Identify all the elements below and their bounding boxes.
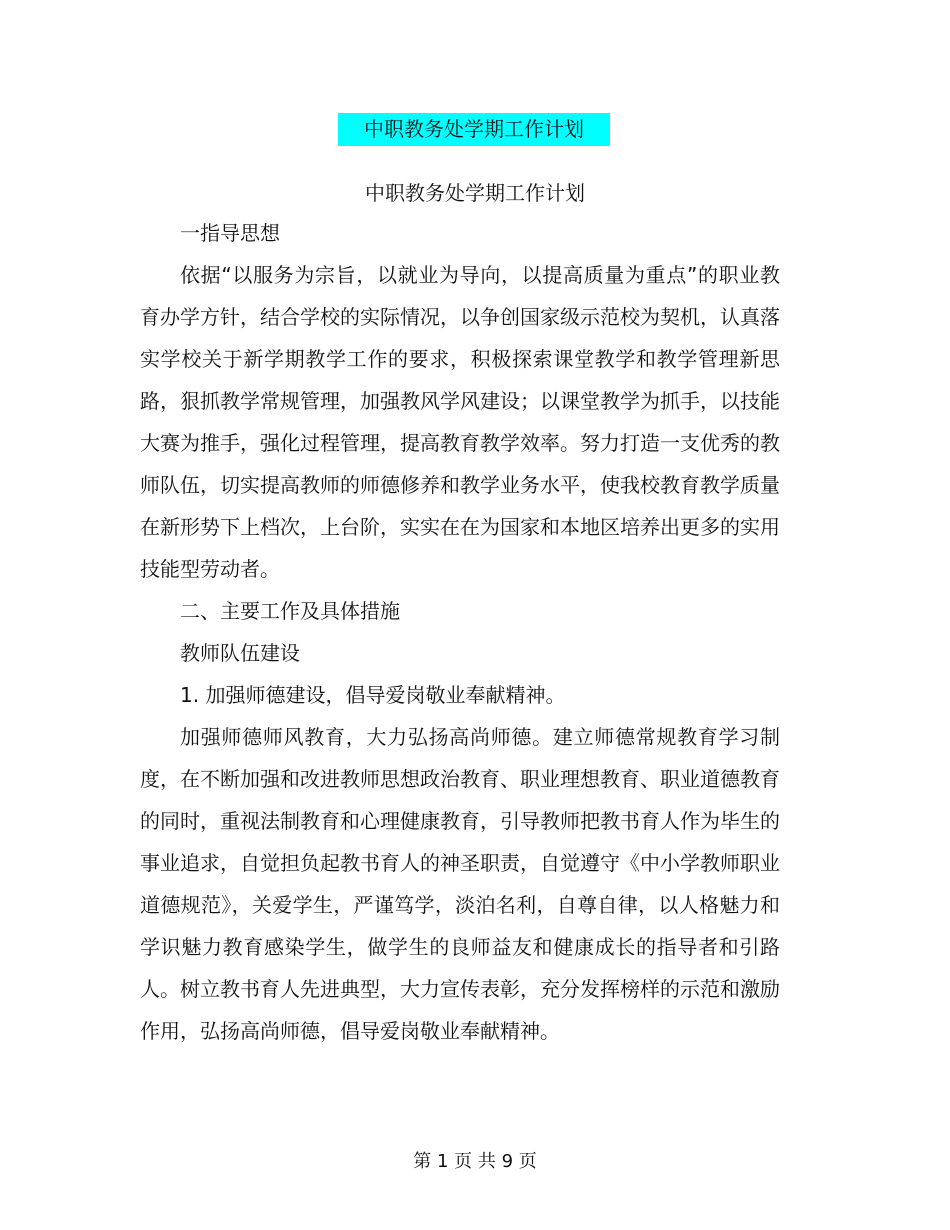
item-heading-ethics: 1. 加强师德建设，倡导爱岗敬业奉献精神。: [180, 683, 566, 707]
section-heading-guiding-ideology: 一指导思想: [180, 221, 280, 245]
subheading-teacher-team: 教师队伍建设: [180, 641, 300, 665]
paragraph-guiding-ideology: 依据“以服务为宗旨，以就业为导向，以提高质量为重点”的职业教育办学方针，结合学校的实际情况，以争创国家级示范校为契机，认真落实学校关于新学期教学工作的要求，积极探索课堂教学和教学管理新思路，狠抓教学常规管理，加强教风学风建设；以课堂教学为抓手，以技能大赛为推手，强化过程管理，提高教育教学效率。努力打造一支优秀的教师队伍，切实提高教师的师德修养和教学业务水平，使我校教育教学质量在新形势下上档次，上台阶，实实在在为国家和本地区培养出更多的实用技能型劳动者。: [140, 263, 780, 581]
document-body: [140, 212, 780, 1052]
highlighted-title: 中职教务处学期工作计划: [338, 113, 610, 146]
section-heading-main-work: 二、主要工作及具体措施: [180, 599, 400, 623]
document-title: 中职教务处学期工作计划: [365, 181, 585, 205]
page-number-footer: 第 1 页 共 9 页: [413, 1151, 537, 1172]
paragraph-ethics: 加强师德师风教育，大力弘扬高尚师德。建立师德常规教育学习制度，在不断加强和改进教师思想政治教育、职业理想教育、职业道德教育的同时，重视法制教育和心理健康教育，引导教师把教书育人作为毕生的事业追求，自觉担负起教书育人的神圣职责，自觉遵守《中小学教师职业道德规范》，关爱学生，严谨笃学，淡泊名利，自尊自律，以人格魅力和学识魅力教育感染学生，做学生的良师益友和健康成长的指导者和引路人。树立教书育人先进典型，大力宣传表彰，充分发挥榜样的示范和激励作用，弘扬高尚师德，倡导爱岗敬业奉献精神。: [140, 725, 780, 1043]
